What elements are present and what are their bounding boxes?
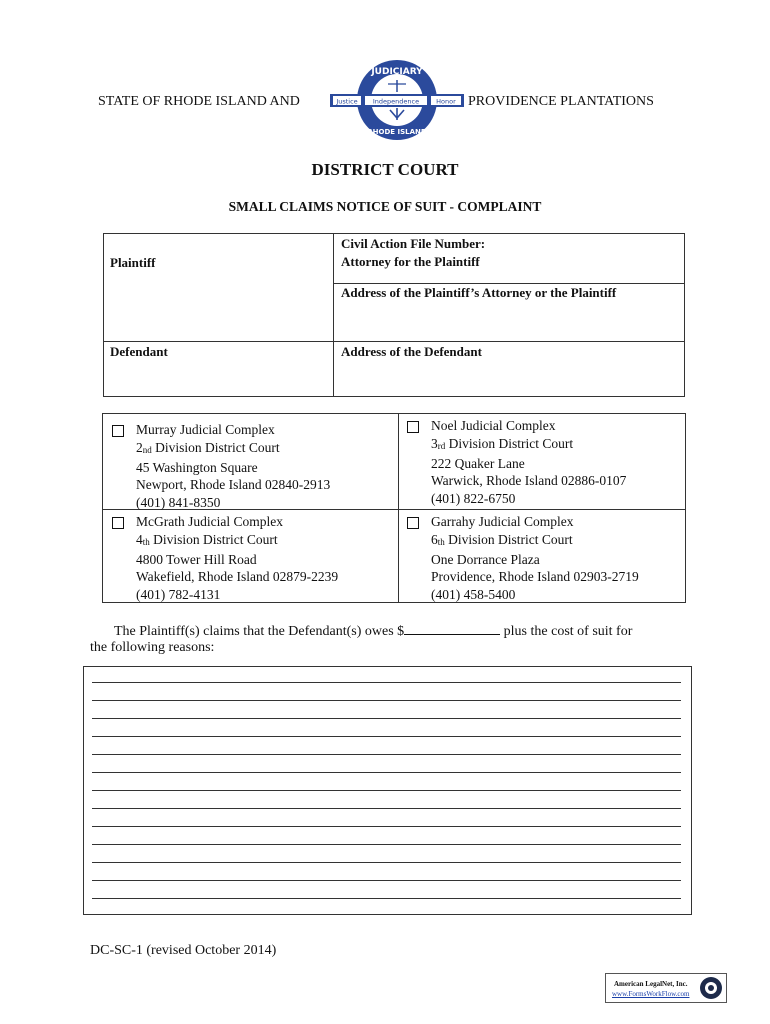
court-checkbox[interactable] [112,517,124,529]
parties-table [103,233,685,397]
publisher-badge [605,973,727,1003]
seal-word-honor: Honor [436,97,456,106]
court-name: Garrahy Judicial Complex [431,514,574,529]
court-city: Wakefield, Rhode Island 02879-2239 [136,569,339,585]
court-phone: (401) 822-6750 [431,491,516,507]
court-checkbox[interactable] [407,517,419,529]
claim-amount-field[interactable] [404,622,500,635]
court-phone: (401) 782-4131 [136,587,221,603]
court-street: 45 Washington Square [136,459,258,475]
court-division: 4th Division District Court [136,531,278,547]
reasons-text-area[interactable] [83,666,692,915]
claim-statement [114,622,632,640]
seal-word-independence: Independence [372,97,420,106]
attorney-label[interactable]: Attorney for the Plaintiff [341,254,480,269]
court-division: 6th Division District Court [431,531,573,547]
attorney-address-label[interactable]: Address of the Plaintiff’s Attorney or the Plaintiff [341,285,617,300]
form-number: DC-SC-1 (revised October 2014) [90,943,277,958]
court-option-garrahy[interactable] [431,513,639,604]
defendant-label[interactable]: Defendant [110,344,168,359]
judiciary-seal [330,58,464,142]
header-left-text: STATE OF RHODE ISLAND AND [98,94,300,109]
page-subtitle: SMALL CLAIMS NOTICE OF SUIT - COMPLAINT [228,199,542,214]
claim-line-2: the following reasons: [90,640,215,655]
court-city: Warwick, Rhode Island 02886-0107 [431,473,627,489]
court-selection-grid [102,413,686,603]
court-option-mcgrath[interactable] [136,513,338,604]
court-division: 3rd Division District Court [431,435,574,451]
court-checkbox[interactable] [112,425,124,437]
court-city: Providence, Rhode Island 02903-2719 [431,569,639,585]
publisher-name: American LegalNet, Inc. [614,980,688,988]
court-option-noel[interactable] [431,417,626,508]
court-street: One Dorrance Plaza [431,551,540,567]
seal-bottom-text: RHODE ISLAND [367,128,427,136]
claim-suffix: plus the cost of suit for [500,624,633,639]
court-city: Newport, Rhode Island 02840-2913 [136,477,331,493]
court-division: 2nd Division District Court [136,439,280,455]
plaintiff-label[interactable]: Plaintiff [110,255,156,270]
page-title: DISTRICT COURT [311,160,459,179]
seal-word-justice: Justice [336,97,358,106]
seal-top-text: JUDICIARY [371,67,423,77]
claim-prefix: The Plaintiff(s) claims that the Defendant(s) owes $ [114,624,405,639]
header-right-text: PROVIDENCE PLANTATIONS [468,94,654,109]
court-phone: (401) 841-8350 [136,495,221,511]
publisher-link[interactable]: www.FormsWorkFlow.com [612,990,690,998]
court-phone: (401) 458-5400 [431,587,516,603]
defendant-address-label[interactable]: Address of the Defendant [341,344,482,359]
court-street: 222 Quaker Lane [431,455,525,471]
court-name: Noel Judicial Complex [431,418,556,433]
court-option-murray[interactable] [136,421,330,512]
court-name: McGrath Judicial Complex [136,514,283,529]
publisher-logo-icon [699,976,723,1000]
court-checkbox[interactable] [407,421,419,433]
file-number-label[interactable]: Civil Action File Number: [341,236,486,251]
court-name: Murray Judicial Complex [136,422,275,437]
court-street: 4800 Tower Hill Road [136,551,257,567]
